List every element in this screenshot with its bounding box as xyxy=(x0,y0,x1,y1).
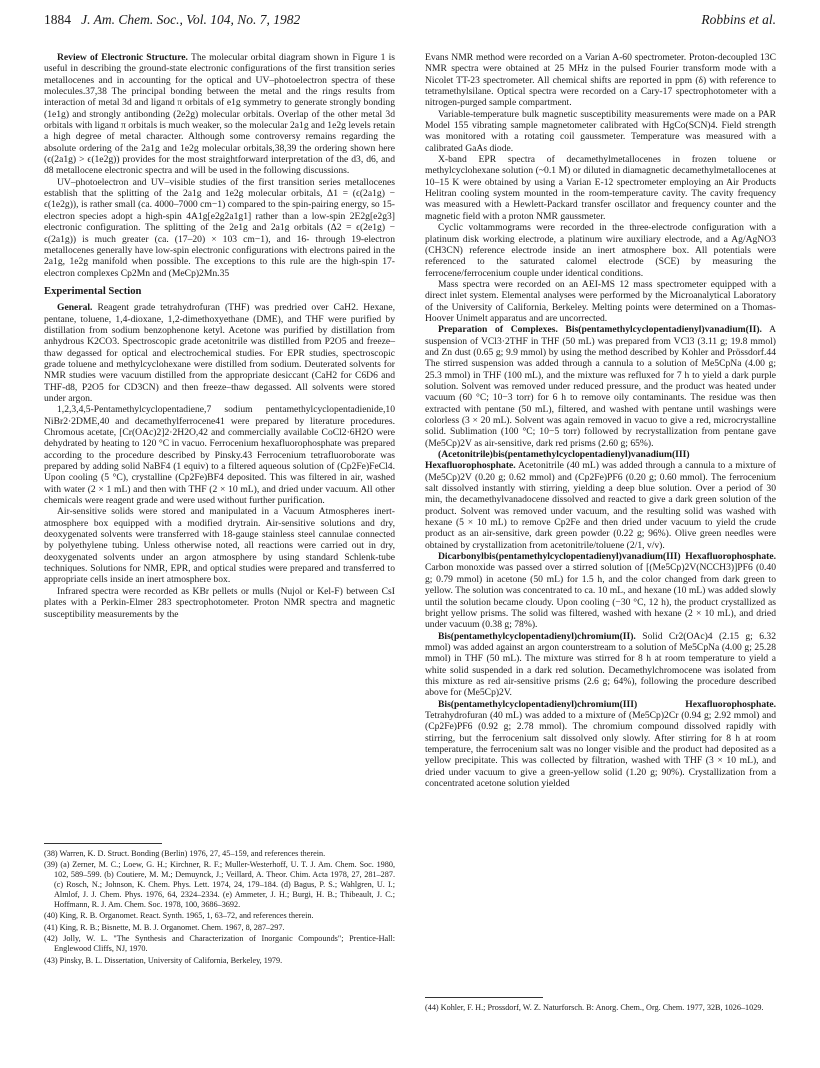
journal-volume: Vol. 104, No. 7, 1982 xyxy=(186,12,301,27)
page-number: 1884 xyxy=(44,12,71,27)
footnote-rule xyxy=(44,843,162,844)
reference: (39) (a) Zerner, M. C.; Loew, G. H.; Kirchner, R. F.; Muller-Westerhoff, U. T. J. Am. Chem. Soc. 1980, 102, 589–599. (b) Coutiere, M. M.; Demuynck, J.; Veillard, A. Theor. Chim. Acta 1978, 27, 281–287. (c) Rosch, N.; Johnson, K. Chem. Phys. Lett. 1974, 24, 179–184. (d) Bagus, P. S.; Wahlgren, U. I.; Almlof, J. J. Chem. Phys. 1976, 64, 2324–2334. (e) Ammeter, J. H.; Burgi, H. B.; Thibeault, J. C.; Hoffmann, R. J. Am. Chem. Soc. 1978, 100, 3686–3692. xyxy=(44,860,395,910)
paragraph-text: Solid Cr2(OAc)4 (2.15 g; 6.32 mmol) was added against an argon counterstream to a solution of Me5CpNa (4.00 g; 25.28 mmol) in THF (50 mL). The mixture was stirred for 8 h at room temperature to yield a white solid suspended in a dark red solution. Decamethylchromocene was isolated from this mixture as red air-sensitive prisms (2.6 g; 64%), following the procedure described above for (Me5Cp)2V. xyxy=(425,630,777,699)
paragraph-lead: Preparation of Complexes. Bis(pentamethylcyclopentadienyl)vanadium(II). xyxy=(438,324,762,336)
paragraph xyxy=(44,52,395,177)
left-references xyxy=(44,849,395,967)
paragraph: Air-sensitive solids were stored and manipulated in a Vacuum Atmospheres inert-atmosphere box equipped with a modified drytrain. Air-sensitive solutions and dry, deoxygenated solvents were transferred with 18-gauge stainless steel cannulae connected by polyethylene tubing. Unless otherwise noted, all reactions were carried out in dry, deoxygenated solvents under an argon atmosphere by using standard Schlenk-tube techniques. Solutions for NMR, EPR, and optical studies were prepared and transferred to appropriate cells inside an inert atmosphere box. xyxy=(44,506,395,586)
paragraph-lead: General. xyxy=(57,302,93,314)
paragraph: 1,2,3,4,5-Pentamethylcyclopentadiene,7 sodium pentamethylcyclopentadienide,10 NiBr2·2DME,40 and decamethylferrocene41 were prepared by literature procedures. Chromous acetate, [Cr(OAc)2]2·2H2O,42 and commercially available CoCl2·6H2O were dehydrated by heating to 120 °C in vacuo. Ferrocenium hexafluorophosphate was prepared according to the procedure described by Pinsky.43 Ferrocenium tetrafluoroborate was prepared by adding solid NaBF4 (1 equiv) to a filtered aqueous solution of (Cp2Fe)FeCl4. Upon cooling (5 °C), crystalline (Cp2Fe)BF4 deposited. This was filtered in air, washed with water (2 × 1 mL) and then with THF (2 × 10 mL), and dried under vacuum. All other chemicals were reagent grade and were used without further purification. xyxy=(44,404,395,507)
reference: (44) Kohler, F. H.; Prossdorf, W. Z. Naturforsch. B: Anorg. Chem., Org. Chem. 1977, 32B, 1026–1029. xyxy=(425,1003,764,1012)
paragraph xyxy=(425,631,776,699)
paragraph: Variable-temperature bulk magnetic susceptibility measurements were made on a PAR Model 155 vibrating sample magnetometer calibrated with HgCo(SCN)4. Field strength was monitored with a rotating coil gaussmeter. Temperature was measured with a calibrated GaAs diode. xyxy=(425,108,776,154)
paragraph-lead: Bis(pentamethylcyclopentadienyl)chromium(II). xyxy=(438,630,636,642)
reference: (41) King, R. B.; Bisnette, M. B. J. Organomet. Chem. 1967, 8, 287–297. xyxy=(44,922,285,932)
paragraph xyxy=(44,302,395,404)
paragraph-text: Acetonitrile (40 mL) was added through a cannula to a mixture of (Me5Cp)2V (0.20 g; 0.62 mmol) and (Cp2Fe)PF6 (0.20 g; 0.60 mmol). The ferrocenium salt dissolved instantly with stirring, yielding a deep blue solution. Over a period of 30 min, the decamethylvanadocene dissolved and reacted to give a dark green solution of the product. Solvent was removed under vacuum, and the resulting solid was washed with hexane (5 × 10 mL) to remove Cp2Fe and then dried under vacuum to yield the crude product as an air-sensitive, dark green powder (0.22 g; 96%). Olive green needles were obtained by crystallization from acetonitrile/toluene (2/1, v/v). xyxy=(425,460,776,551)
journal-name: J. Am. Chem. Soc., xyxy=(81,12,183,27)
paragraph: X-band EPR spectra of decamethylmetallocenes in frozen toluene or methylcyclohexane solution (~0.1 M) or diluted in diamagnetic decamethylmetallocenes at 10–15 K were obtained by using a Varian E-12 spectrometer employing an Air Products Helitran cooling system mounted in the room-temperature cavity. The cavity frequency was measured with a Hewlett-Packard transfer oscillator and frequency counter and the magnetic field with a proton NMR gaussmeter. xyxy=(425,154,776,222)
paragraph: Evans NMR method were recorded on a Varian A-60 spectrometer. Proton-decoupled 13C NMR spectra were obtained at 25 MHz in the pulsed Fourier transform mode with a Nicolet TT-23 spectrometer. All chemical shifts are reported in ppm (δ) with reference to tetramethylsilane. Optical spectra were recorded on a Cary-17 spectrophotometer with a nitrogen-purged sample compartment. xyxy=(425,52,776,109)
running-header xyxy=(44,12,776,34)
paragraph xyxy=(425,699,776,790)
paragraph-text: Reagent grade tetrahydrofuran (THF) was predried over CaH2. Hexane, pentane, toluene, 1,4-dioxane, 1,2-dimethoxyethane (DME), and THF were purified by distillation from sodium benzophenone ketyl. Acetone was purified by distillation from anhydrous K2CO3. Spectroscopic grade acetonitrile was distilled from P2O5 and freeze–thaw degassed for optical and electrochemical studies. For EPR studies, spectroscopic grade toluene and methylcyclohexane were distilled from sodium. Deuterated solvents for NMR studies were vacuum distilled from the appropriate desiccant (CaH2 for C6D6 and THF-d8, P2O5 for CD3CN) and then freeze–thaw degassed. All solvents were stored under argon. xyxy=(44,302,395,404)
right-references xyxy=(425,1003,776,1014)
header-authors: Robbins et al. xyxy=(701,12,776,27)
paragraph-lead: Bis(pentamethylcyclopentadienyl)chromium(III) Hexafluorophosphate. xyxy=(438,698,776,710)
paragraph-text: The molecular orbital diagram shown in Figure 1 is useful in describing the ground-state electronic configurations of the first transition series metallocenes and in accounting for the optical and UV–photoelectron spectra of these molecules.37,38 The principal bonding between the metal and the rings results from interaction of metal 3d and ligand π orbitals of e1g symmetry to generate strongly bonding (1e1g) and strongly antibonding (2e2g) molecular orbitals. Overlap of the other metal 3d orbitals with ligand π orbitals is much weaker, so the molecular 2a1g and 1e2g levels retain a high degree of metal character. Although some controversy remains regarding the absolute ordering of the 2a1g and 1e2g molecular orbitals,38,39 the ordering shown here (ϵ(2a1g) > ϵ(1e2g)) provides for the most straightforward interpretation of the d3, d6, and d8 metallocene electronic spectra and will be used in the following discussions. xyxy=(44,52,395,177)
paragraph xyxy=(425,449,776,551)
reference: (42) Jolly, W. L. "The Synthesis and Characterization of Inorganic Compounds"; Prentice-Hall: Englewood Cliffs, NJ, 1970. xyxy=(44,934,395,954)
reference: (40) King, R. B. Organomet. React. Synth. 1965, 1, 63–72, and references therein. xyxy=(44,911,314,921)
paragraph: UV–photoelectron and UV–visible studies of the first transition series metallocenes establish that the splitting of the 2a1g and 1e2g molecular orbitals, Δ1 = (ϵ(2a1g) − ϵ(1e2g)), is rather small (ca. 4000–7000 cm−1) compared to the spin-pairing energy, so 15-electron species adopt a high-spin 4A1g[e2g2a1g1] rather than a low-spin 2E2g[e2g3] electronic configuration. The splitting of the 2e1g and 2a1g orbitals (Δ2 = ϵ(2e1g) − ϵ(2a1g)) is much greater (ca. (17–20) × 103 cm−1), and 16- through 19-electron metallocenes generally have low-spin electronic configurations with electrons paired in the 2a1g, 1e2g manifold when possible. The exceptions to this rule are the high-spin 17-electron complexes Cp2Mn and (MeCp)2Mn.35 xyxy=(44,176,395,279)
paragraph-text: Tetrahydrofuran (40 mL) was added to a mixture of (Me5Cp)2Cr (0.94 g; 2.92 mmol) and (Cp2Fe)PF6 (0.92 g; 2.78 mmol). The chromium compound dissolved rapidly with stirring, but the ferrocenium salt dissolved only slowly. After stirring for 8 h at room temperature, the ferrocenium salt was no longer visible and the product had deposited as a yellow precipitate. This was collected by filtration, washed with THF (3 × 10 mL), and dried under vacuum to give a green-yellow solid (1.20 g; 90%). Crystallization from a concentrated acetone solution yielded xyxy=(425,709,776,789)
header-left xyxy=(44,12,300,28)
paragraph-text: A suspension of VCl3·2THF in THF (50 mL) was prepared from VCl3 (3.11 g; 19.8 mmol) and Zn dust (0.65 g; 9.9 mmol) by using the method described by Kohler and Prössdorf.44 The stirred suspension was added through a cannula to a solution of Me5CpNa (4.00 g; 25.3 mmol) in THF (100 mL), and the mixture was refluxed for 7 h to yield a dark purple solution. Solvent was removed under reduced pressure, and the product was heated under vacuum (60 °C; 10−3 torr) for 6 h to remove oily contaminants. The residue was then extracted with pentane (50 mL), filtered, and washed with pentane until washings were colorless (3 × 20 mL). Solvent was again removed in vacuo to give a red, microcrystalline solid. Sublimation (100 °C; 10−5 torr) followed by recrystallization from pentane gave (Me5Cp)2V as air-sensitive, dark red prisms (2.60 g; 65%). xyxy=(425,324,776,449)
paragraph: Infrared spectra were recorded as KBr pellets or mulls (Nujol or Kel-F) between CsI plates with a Perkin-Elmer 283 spectrophotometer. Proton NMR spectra and magnetic susceptibility measurements by the xyxy=(44,585,395,620)
paragraph-lead: (Acetonitrile)bis(pentamethylcyclopentadienyl)vanadium(III) Hexafluorophosphate. xyxy=(425,449,690,472)
paragraph-lead: Review of Electronic Structure. xyxy=(57,52,188,63)
right-column xyxy=(425,52,776,789)
paragraph: Mass spectra were recorded on an AEI-MS 12 mass spectrometer equipped with a direct inlet system. Elemental analyses were performed by the Microanalytical Laboratory of the University of California, Berkeley. Melting points were determined on a Thomas-Hoover Unimelt apparatus and are uncorrected. xyxy=(425,278,776,324)
paragraph: Cyclic voltammograms were recorded in the three-electrode configuration with a platinum disk working electrode, a platinum wire auxiliary electrode, and a Ag/AgNO3 (CH3CN) reference electrode inside an inert atmosphere box. All potentials were referenced to the saturated calomel electrode (SCE) by measuring the ferrocene/ferrocenium couple under identical conditions. xyxy=(425,222,776,279)
paragraph-text: Carbon monoxide was passed over a stirred solution of [(Me5Cp)2V(NCCH3)]PF6 (0.40 g; 0.79 mmol) in acetone (50 mL) for 1.5 h, and the color changed from dark green to yellow. The solution was concentrated to ca. 10 mL, and hexane (10 mL) was added slowly until the solution became cloudy. Upon cooling (−30 °C, 12 h), the product crystallized as bright yellow prisms. The solid was filtered, washed with hexane (2 × 10 mL), and dried under vacuum (0.38 g; 78%). xyxy=(425,562,776,631)
reference: (38) Warren, K. D. Struct. Bonding (Berlin) 1976, 27, 45–159, and references therein. xyxy=(44,849,326,858)
section-heading: Experimental Section xyxy=(44,285,142,297)
paragraph xyxy=(425,324,776,449)
reference: (43) Pinsky, B. L. Dissertation, University of California, Berkeley, 1979. xyxy=(44,955,283,965)
footnote-rule xyxy=(425,997,543,998)
paragraph-lead: Dicarbonylbis(pentamethylcyclopentadienyl)vanadium(III) Hexafluorophosphate. xyxy=(438,551,776,563)
left-column xyxy=(44,52,395,620)
paragraph xyxy=(425,551,776,630)
